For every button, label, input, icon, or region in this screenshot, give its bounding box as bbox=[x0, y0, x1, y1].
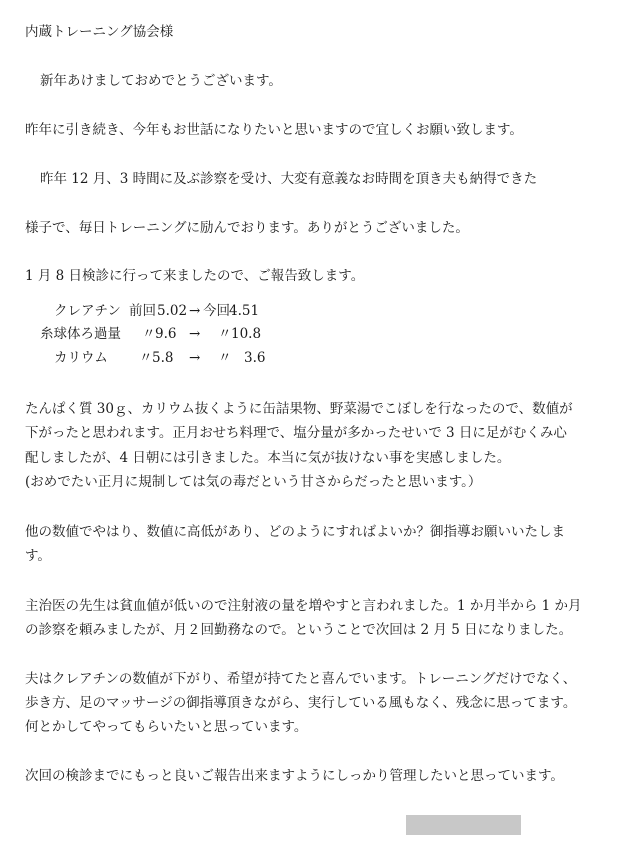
lab-curr-label: 〃 bbox=[218, 350, 232, 366]
lab-prev-value: 9.6 bbox=[155, 326, 177, 342]
lab-arrow: → bbox=[189, 350, 201, 366]
lab-prev-value: 5.8 bbox=[152, 350, 174, 366]
paragraph-4-line-4: (おめでたい正月に規制しては気の毒だという甘さからだったと思います。） bbox=[25, 474, 482, 490]
paragraph-5-line-2: す。 bbox=[25, 548, 51, 564]
lab-curr-label: 今回 bbox=[203, 303, 230, 319]
lab-arrow: → bbox=[189, 303, 201, 319]
paragraph-4-line-2: 下がったと思われます。正月おせち料理で、塩分量が多かったせいで 3 日に足がむくみ心 bbox=[25, 425, 567, 441]
addressee: 内蔵トレーニング協会様 bbox=[25, 24, 174, 40]
paragraph-7-line-1: 夫はクレアチンの数値が下がり、希望が持てたと喜んでいます。トレーニングだけでなく、 bbox=[25, 671, 577, 687]
lab-curr-value: 3.6 bbox=[244, 350, 266, 366]
paragraph-7-line-2: 歩き方、足のマッサージの御指導頂きながら、実行している風もなく、残念に思ってます。 bbox=[25, 695, 577, 711]
paragraph-7-line-3: 何とかしてやってもらいたいと思っています。 bbox=[25, 719, 308, 735]
paragraph-3: 1 月 8 日検診に行って来ましたので、ご報告致します。 bbox=[25, 268, 365, 284]
lab-name: 糸球体ろ過量 bbox=[40, 326, 121, 342]
lab-arrow: → bbox=[189, 326, 201, 342]
lab-name: カリウム bbox=[54, 350, 108, 366]
paragraph-8: 次回の検診までにもっと良いご報告出来ますようにしっかり管理したいと思っています。 bbox=[25, 768, 564, 784]
new-year-greeting: 新年あけましておめでとうございます。 bbox=[40, 73, 282, 89]
paragraph-1: 昨年に引き続き、今年もお世話になりたいと思いますので宜しくお願い致します。 bbox=[25, 122, 523, 138]
lab-prev-label: 〃 bbox=[139, 350, 153, 366]
lab-curr-value: 10.8 bbox=[231, 326, 262, 342]
lab-curr-value: 4.51 bbox=[229, 303, 260, 319]
lab-prev-label: 〃 bbox=[142, 326, 156, 342]
lab-prev-label: 前回 bbox=[129, 303, 156, 319]
paragraph-5-line-1: 他の数値でやはり、数値に高低があり、どのようにすればよいか？御指導お願いいたしま bbox=[25, 524, 565, 540]
lab-prev-value: 5.02 bbox=[157, 303, 188, 319]
paragraph-2-line-2: 様子で、毎日トレーニングに励んでおります。ありがとうございました。 bbox=[25, 220, 469, 236]
lab-curr-label: 〃 bbox=[218, 326, 232, 342]
paragraph-6-line-1: 主治医の先生は貧血値が低いので注射液の量を増やすと言われました。1 か月半から 1 か月 bbox=[25, 598, 582, 614]
lab-name: クレアチン bbox=[54, 303, 121, 319]
redacted-signature-block bbox=[406, 815, 521, 835]
paragraph-4-line-1: たんぱく質 30ｇ、カリウム抜くように缶詰果物、野菜湯でこぼしを行なったので、数値が bbox=[25, 401, 573, 417]
paragraph-2-line-1: 昨年 12 月、3 時間に及ぶ診察を受け、大変有意義なお時間を頂き夫も納得できた bbox=[40, 171, 538, 187]
paragraph-6-line-2: の診察を頼みましたが、月２回勤務なので。ということで次回は 2 月 5 日になりました。 bbox=[25, 622, 573, 638]
paragraph-4-line-3: 配しましたが、4 日朝には引きました。本当に気が抜けない事を実感しました。 bbox=[25, 450, 511, 466]
